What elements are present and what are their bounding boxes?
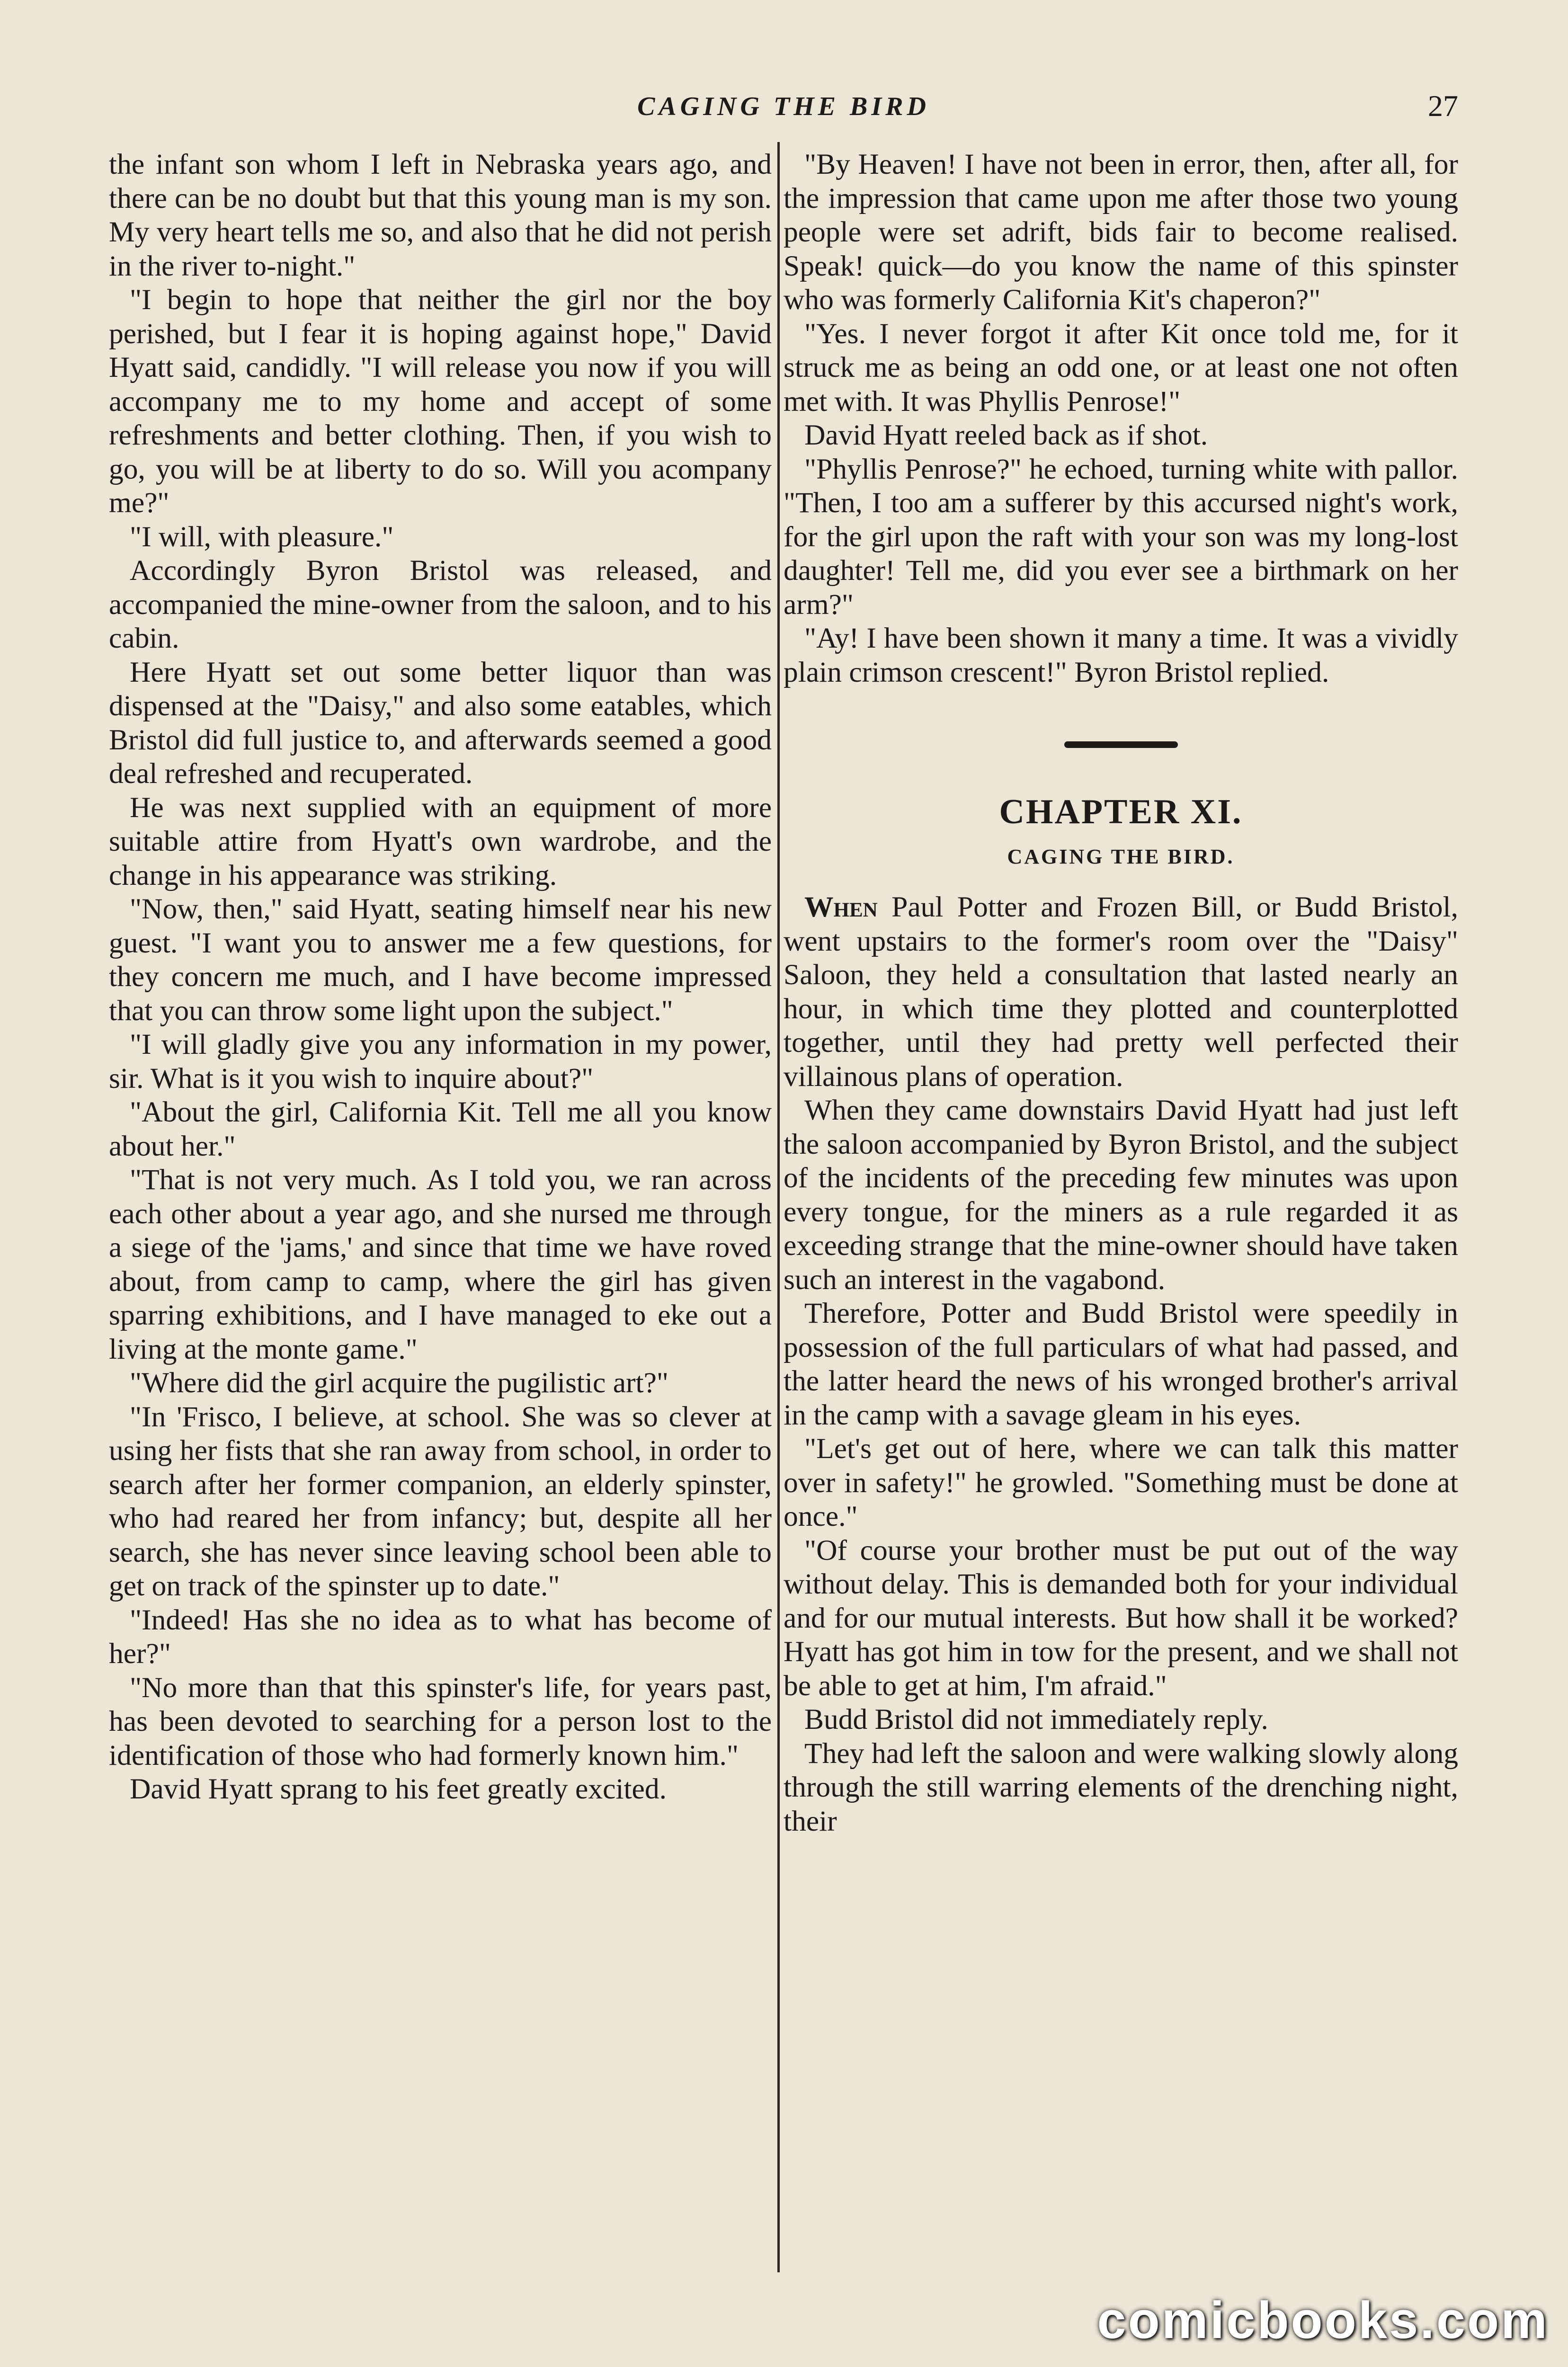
paragraph: "About the girl, California Kit. Tell me all you know about her."	[109, 1096, 772, 1162]
paragraph: When they came downstairs David Hyatt had just left the saloon accompanied by Byron Bristol, and the subject of the incidents of the preceding few minutes was upon every tongue, for the miners as a rule regarded it as exceeding strange that the mine-owner should have taken such an interest in the vagabond.	[784, 1094, 1458, 1296]
paragraph: "Indeed! Has she no idea as to what has become of her?"	[109, 1603, 772, 1670]
running-title: CAGING THE BIRD	[637, 92, 930, 121]
paragraph: "Let's get out of here, where we can talk this matter over in safety!" he growled. "Something must be done at once."	[784, 1433, 1458, 1532]
paragraph: Accordingly Byron Bristol was released, and accompanied the mine-owner from the saloon, and to his cabin.	[109, 554, 772, 654]
paragraph: "Ay! I have been shown it many a time. It was a vividly plain crimson crescent!" Byron Bristol replied.	[784, 622, 1458, 688]
right-column	[784, 148, 1458, 2278]
chapter-opening-paragraph	[784, 890, 1458, 1094]
watermark: comicbooks.com	[1097, 2291, 1549, 2349]
paragraph: "No more than that this spinster's life, for years past, has been devoted to searching for a person lost to the identification of those who had formerly known him."	[109, 1671, 772, 1771]
paragraph: "That is not very much. As I told you, we ran across each other about a year ago, and she nursed me through a siege of the 'jams,' and since that time we have roved about, from camp to camp, where the girl has given sparring exhibitions, and I have managed to eke out a living at the monte game."	[109, 1164, 772, 1365]
opening-text: Paul Potter and Frozen Bill, or Budd Bristol, went upstairs to the former's room over the "Daisy" Saloon, they held a consultation that lasted nearly an hour, in which time they plotted and counterplotted together, until they had pretty well perfected their villainous plans of operation.	[784, 891, 1458, 1093]
paragraph: "I begin to hope that neither the girl nor the boy perished, but I fear it is hoping against hope," David Hyatt said, candidly. "I will release you now if you will accompany me to my home and accept of some refreshments and better clothing. Then, if you wish to go, you will be at liberty to do so. Will you acompany me?"	[109, 284, 772, 519]
page-header	[109, 83, 1458, 135]
paragraph: Therefore, Potter and Budd Bristol were speedily in possession of the full particulars of what had passed, and the latter heard the news of his wronged brother's arrival in the camp with a savage gleam in his eyes.	[784, 1297, 1458, 1431]
section-divider	[1064, 741, 1178, 748]
chapter-title: CHAPTER XI.	[999, 792, 1243, 831]
column-divider	[777, 142, 780, 2272]
left-column	[109, 148, 772, 2292]
opening-word: When	[804, 891, 878, 923]
paragraph: They had left the saloon and were walking slowly along through the still warring elements of the drenching night, their	[784, 1737, 1458, 1837]
paragraph: Here Hyatt set out some better liquor than was dispensed at the "Daisy," and also some eatables, which Bristol did full justice to, and afterwards seemed a good deal refreshed and recuperated.	[109, 656, 772, 790]
paragraph: "In 'Frisco, I believe, at school. She was so clever at using her fists that she ran away from school, in order to search after her former companion, an elderly spinster, who had reared her from infancy; but, despite all her search, she has never since leaving school been able to get on track of the spinster up to date."	[109, 1400, 772, 1602]
chapter-subtitle: CAGING THE BIRD.	[1007, 845, 1235, 868]
paragraph: the infant son whom I left in Nebraska years ago, and there can be no doubt but that this young man is my son. My very heart tells me so, and also that he did not perish in the river to-night."	[109, 148, 772, 282]
paragraph: He was next supplied with an equipment of more suitable attire from Hyatt's own wardrobe, and the change in his appearance was striking.	[109, 791, 772, 891]
page-number: 27	[1428, 89, 1458, 123]
paragraph: "Where did the girl acquire the pugilistic art?"	[130, 1367, 668, 1399]
paragraph: "Of course your brother must be put out of the way without delay. This is demanded both for your individual and for our mutual interests. But how shall it be worked? Hyatt has got him in tow for the present, and we shall not be able to get at him, I'm afraid."	[784, 1534, 1458, 1702]
paragraph: "I will, with pleasure."	[130, 520, 394, 553]
paragraph: "Yes. I never forgot it after Kit once told me, for it struck me as being an odd one, or at least one not often met with. It was Phyllis Penrose!"	[784, 317, 1458, 418]
paragraph: "Now, then," said Hyatt, seating himself near his new guest. "I want you to answer me a few questions, for they concern me much, and I have become impressed that you can throw some light upon the subject."	[109, 893, 772, 1027]
paragraph: Budd Bristol did not immediately reply.	[804, 1703, 1268, 1735]
paragraph: David Hyatt reeled back as if shot.	[804, 419, 1208, 451]
paragraph: "By Heaven! I have not been in error, then, after all, for the impression that came upon me after those two young people were set adrift, bids fair to become realised. Speak! quick—do you know the name of this spinster who was formerly California Kit's chaperon?"	[784, 148, 1458, 316]
paragraph: "Phyllis Penrose?" he echoed, turning white with pallor. "Then, I too am a sufferer by this accursed night's work, for the girl upon the raft with your son was my long-lost daughter! Tell me, did you ever see a birthmark on her arm?"	[784, 453, 1458, 621]
paragraph: "I will gladly give you any information in my power, sir. What is it you wish to inquire about?"	[109, 1028, 772, 1095]
paragraph: David Hyatt sprang to his feet greatly excited.	[130, 1773, 667, 1805]
